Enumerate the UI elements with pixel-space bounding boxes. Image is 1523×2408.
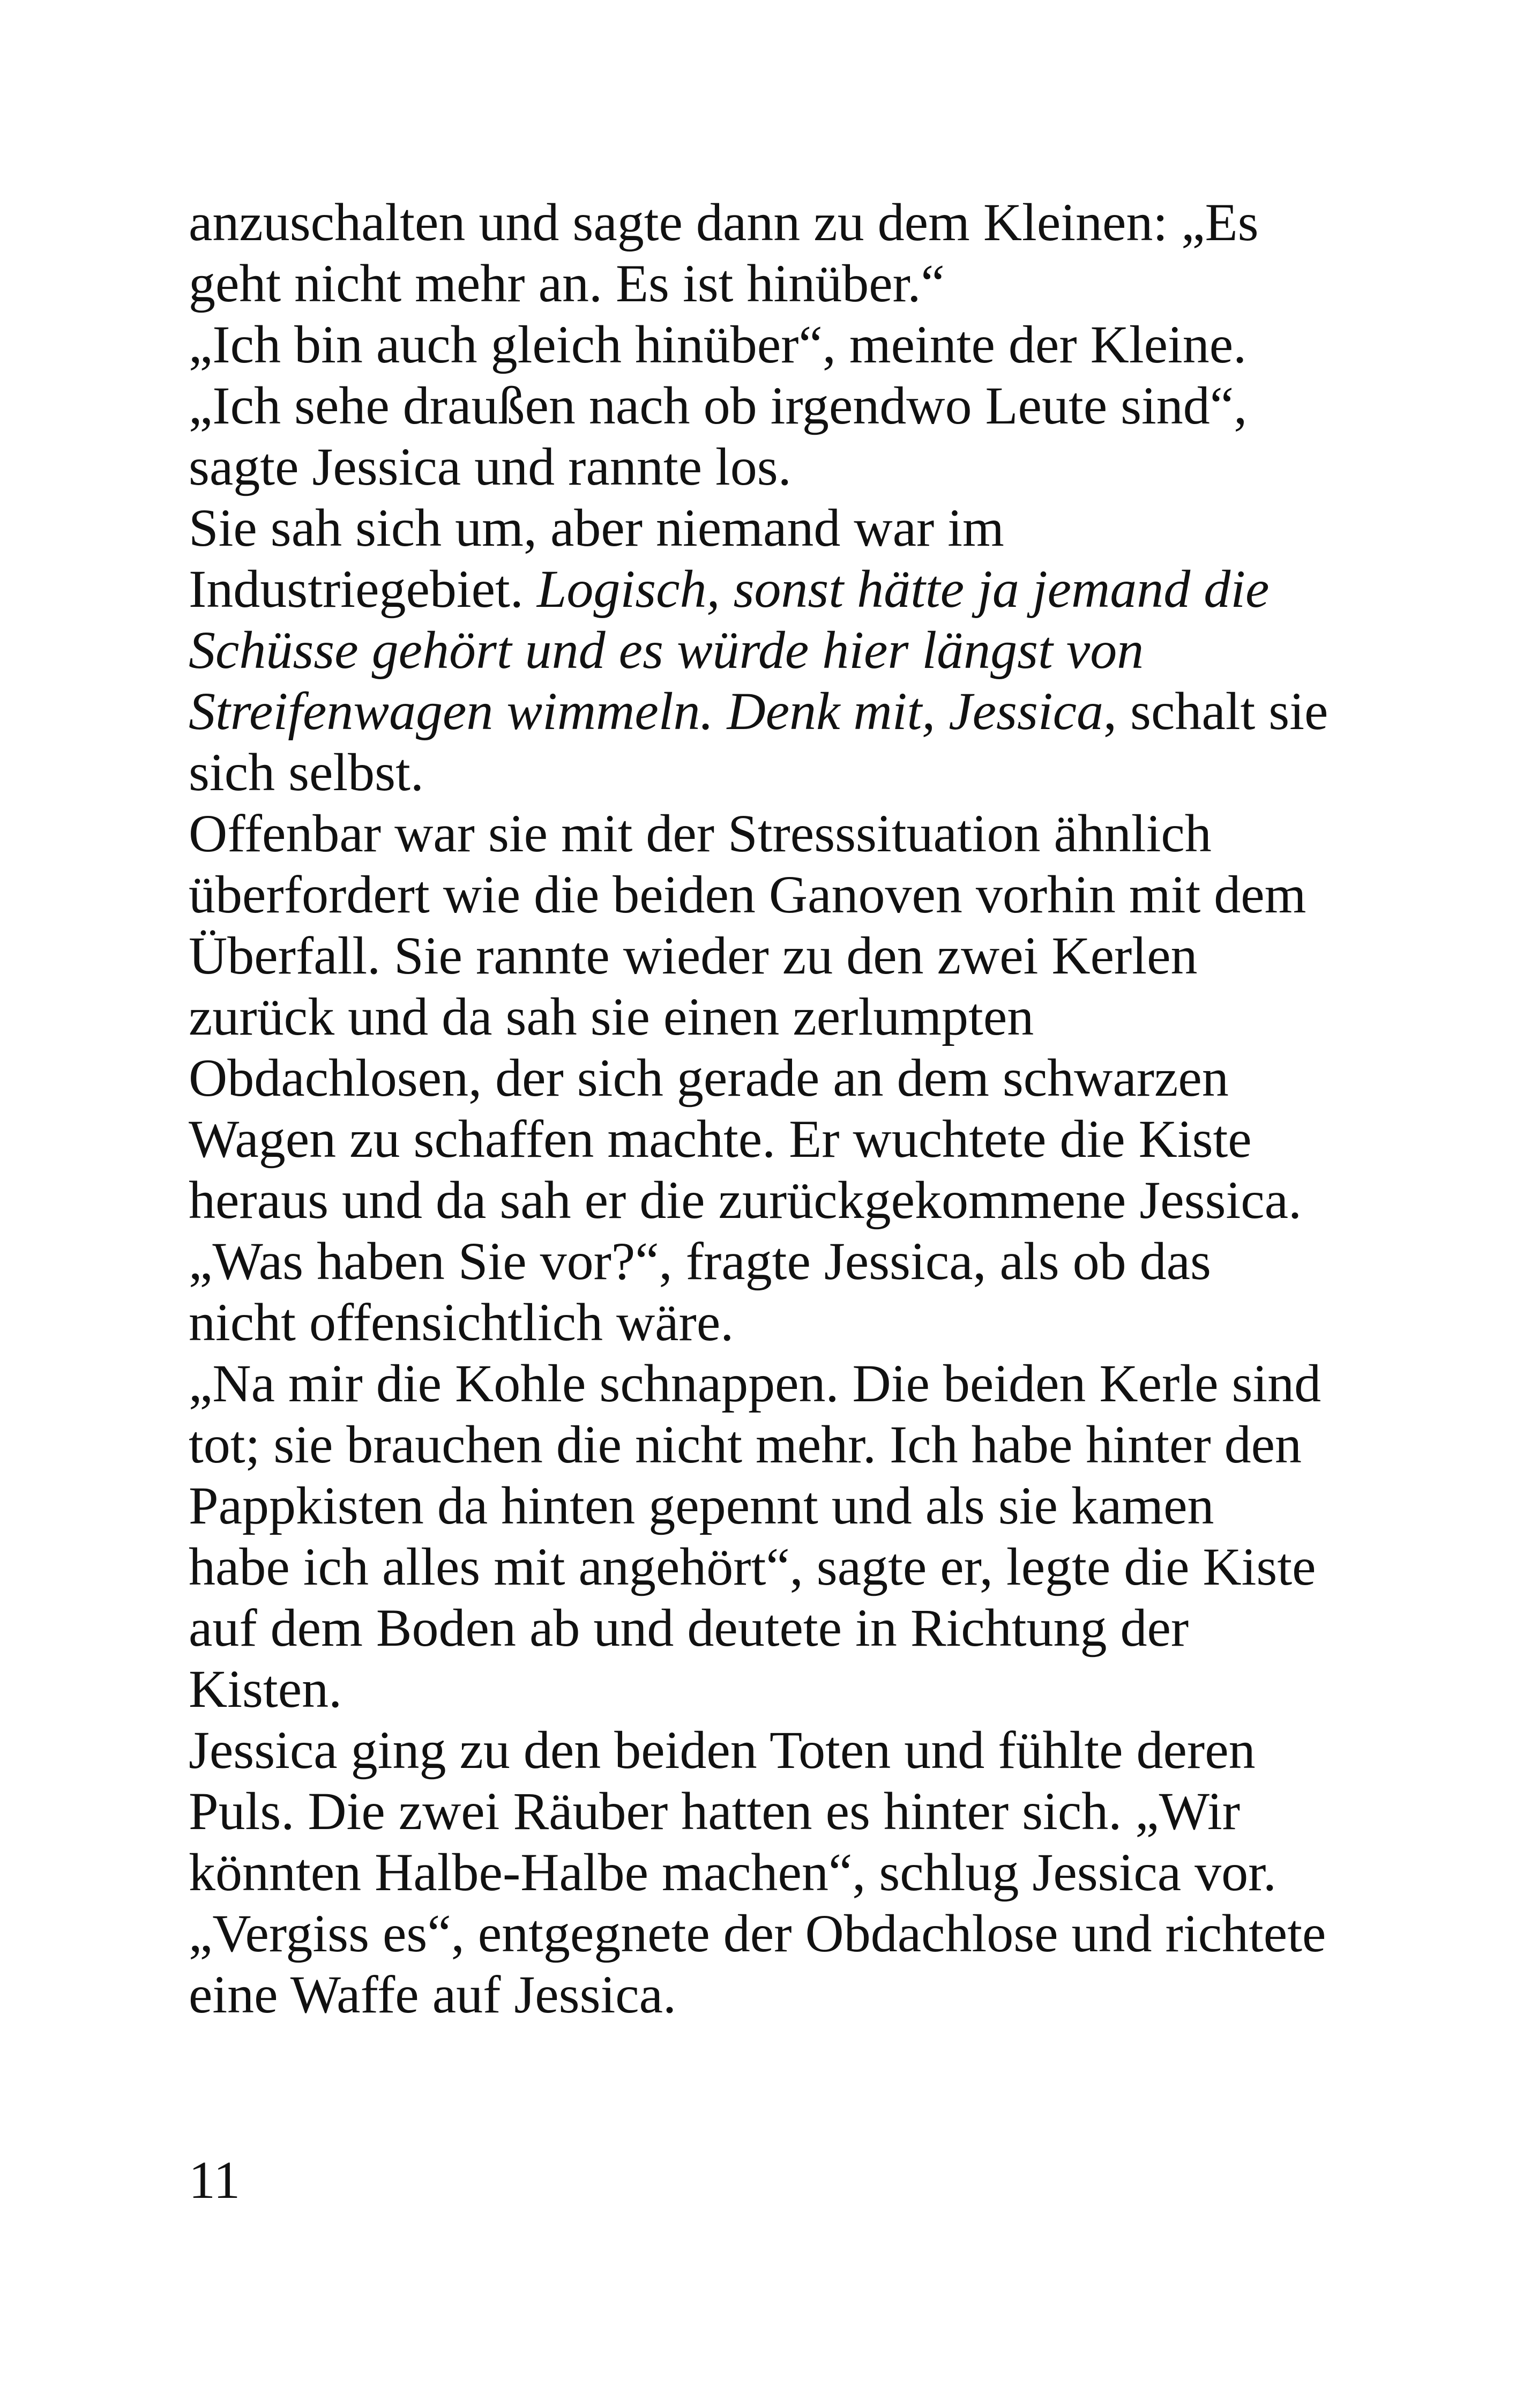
text-line (189, 1292, 1357, 1353)
italic-text-run: Streifenwagen wimmeln. Denk mit, Jessica (189, 681, 1104, 741)
text-run: heraus und da sah er die zurückgekommene Jessica. (189, 1170, 1302, 1230)
text-run: Pappkisten da hinten gepennt und als sie kamen (189, 1476, 1214, 1535)
text-line (189, 620, 1357, 681)
text-run: Jessica ging zu den beiden Toten und fühlte deren (189, 1720, 1256, 1780)
text-run: „Na mir die Kohle schnappen. Die beiden Kerle sind (189, 1354, 1322, 1413)
text-run: Sie sah sich um, aber niemand war im (189, 498, 1004, 558)
text-run: überfordert wie die beiden Ganoven vorhin mit dem (189, 865, 1307, 924)
text-run: , schalt sie (1103, 681, 1328, 741)
text-line (189, 742, 1357, 803)
text-run: „Was haben Sie vor?“, fragte Jessica, als ob das (189, 1231, 1211, 1291)
text-run: „Vergiss es“, entgegnete der Obdachlose und richtete (189, 1904, 1326, 1963)
text-run: eine Waffe auf Jessica. (189, 1965, 677, 2024)
text-line (189, 375, 1357, 436)
text-line (189, 1964, 1357, 2025)
text-run: Obdachlosen, der sich gerade an dem schwarzen (189, 1048, 1229, 1108)
text-run: tot; sie brauchen die nicht mehr. Ich habe hinter den (189, 1415, 1302, 1474)
text-line (189, 1597, 1357, 1659)
text-run: „Ich sehe draußen nach ob irgendwo Leute sind“, (189, 376, 1248, 435)
text-run: zurück und da sah sie einen zerlumpten (189, 987, 1034, 1046)
text-line (189, 1475, 1357, 1536)
text-run: anzuschalten und sagte dann zu dem Kleinen: „Es (189, 192, 1259, 252)
text-line (189, 1781, 1357, 1842)
text-line (189, 803, 1357, 864)
text-line (189, 986, 1357, 1047)
text-line (189, 1231, 1357, 1292)
text-line (189, 1047, 1357, 1109)
italic-text-run: Schüsse gehört und es würde hier längst von (189, 620, 1144, 680)
text-line (189, 436, 1357, 497)
text-run: Industriegebiet. (189, 559, 537, 619)
text-run: „Ich bin auch gleich hinüber“, meinte der Kleine. (189, 315, 1247, 374)
text-run: Wagen zu schaffen machte. Er wuchtete die Kiste (189, 1109, 1252, 1169)
text-line (189, 864, 1357, 925)
text-line (189, 1414, 1357, 1475)
text-run: Puls. Die zwei Räuber hatten es hinter sich. „Wir (189, 1781, 1241, 1841)
text-line (189, 1170, 1357, 1231)
text-run: auf dem Boden ab und deutete in Richtung der (189, 1598, 1189, 1658)
text-run: geht nicht mehr an. Es ist hinüber.“ (189, 254, 945, 313)
text-line (189, 1842, 1357, 1903)
text-run: nicht offensichtlich wäre. (189, 1292, 734, 1352)
text-run: sagte Jessica und rannte los. (189, 437, 792, 496)
text-line (189, 925, 1357, 986)
text-run: Offenbar war sie mit der Stresssituation ähnlich (189, 804, 1212, 863)
text-line (189, 1659, 1357, 1720)
text-line (189, 1353, 1357, 1414)
text-line (189, 497, 1357, 559)
text-line (189, 1536, 1357, 1597)
body-text (189, 192, 1357, 2025)
text-line (189, 681, 1357, 742)
text-run: Überfall. Sie rannte wieder zu den zwei Kerlen (189, 926, 1198, 985)
italic-text-run: Logisch, sonst hätte ja jemand die (536, 559, 1270, 619)
text-line (189, 559, 1357, 620)
text-line (189, 314, 1357, 375)
text-run: Kisten. (189, 1659, 342, 1719)
text-line (189, 1720, 1357, 1781)
text-line (189, 1903, 1357, 1964)
text-run: habe ich alles mit angehört“, sagte er, legte die Kiste (189, 1537, 1316, 1596)
text-line (189, 253, 1357, 314)
text-run: könnten Halbe-Halbe machen“, schlug Jessica vor. (189, 1842, 1276, 1902)
text-line (189, 192, 1357, 253)
page-number: 11 (189, 2150, 241, 2210)
text-line (189, 1109, 1357, 1170)
text-run: sich selbst. (189, 742, 424, 802)
